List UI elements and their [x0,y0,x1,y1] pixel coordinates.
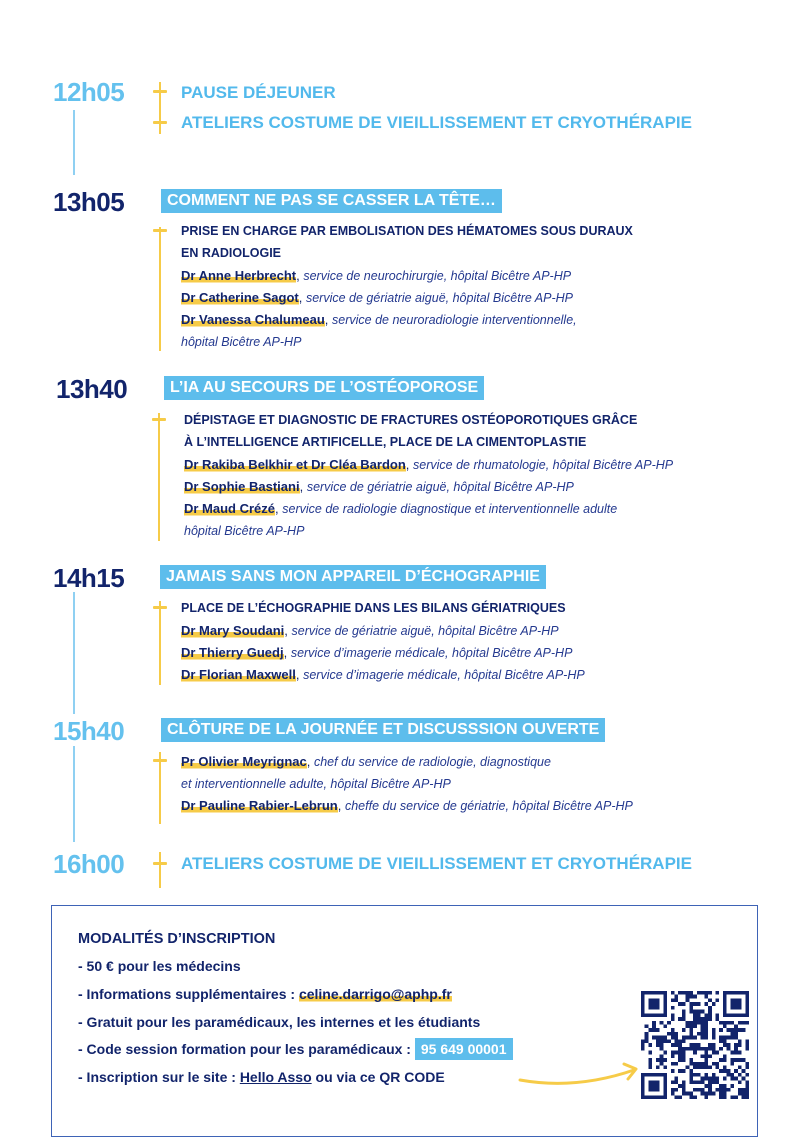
speaker-affiliation: service de neurochirurgie, hôpital Bicêtre AP-HP [303,269,572,283]
contact-email-link[interactable]: celine.darrigo@aphp.fr [298,986,452,1002]
speaker-affiliation: hôpital Bicêtre AP-HP [181,335,302,349]
speaker-name: Dr Sophie Bastiani [184,479,300,494]
qr-mention: ou via ce QR CODE [311,1069,445,1085]
speaker-line: Dr Rakiba Belkhir et Dr Cléa Bardon, service de rhumatologie, hôpital Bicêtre AP-HP [184,457,674,472]
speaker-affiliation: service de gériatrie aiguë, hôpital Bicêtre AP-HP [305,291,574,305]
timeline-tick [153,606,167,609]
speaker-line [181,331,301,353]
speaker-affiliation: service de neuroradiologie interventionnelle, [332,313,577,327]
speaker-affiliation: et interventionnelle adulte, hôpital Bicêtre AP-HP [181,777,451,791]
speaker-name: Dr Maud Crézé [184,501,276,516]
speaker-name: Dr Florian Maxwell [181,667,296,682]
speaker-name: Dr Rakiba Belkhir et Dr Cléa Bardon [184,457,406,472]
time-label: 14h15 [53,563,125,593]
timeline-tick [153,90,167,93]
speaker-affiliation: chef du service de radiologie, diagnostique [313,755,551,769]
speaker-name: Pr Olivier Meyrignac [181,754,307,769]
talk-title: EN RADIOLOGIE [181,246,282,260]
speaker-line: Dr Anne Herbrecht, service de neurochirurgie, hôpital Bicêtre AP-HP [181,268,572,283]
speaker-affiliation: service d’imagerie médicale, hôpital Bicêtre AP-HP [303,668,585,682]
session-title: ATELIERS COSTUME DE VIEILLISSEMENT ET CRYOTHÉRAPIE [181,113,692,132]
speaker-name: Dr Thierry Guedj [181,645,284,660]
speaker-line [181,773,451,795]
qr-code-icon[interactable] [641,991,749,1099]
timeline-tick [152,418,166,421]
time-label: 13h40 [56,374,128,404]
timeline-connector [159,601,161,685]
inscription-site-line [78,1067,445,1087]
talk-title: DÉPISTAGE ET DIAGNOSTIC DE FRACTURES OSTÉOPOROTIQUES GRÂCE [184,413,638,427]
session-title: ATELIERS COSTUME DE VIEILLISSEMENT ET CRYOTHÉRAPIE [181,854,692,873]
speaker-affiliation: service de rhumatologie, hôpital Bicêtre AP-HP [413,458,674,472]
speaker-affiliation: service d’imagerie médicale, hôpital Bicêtre AP-HP [290,646,573,660]
speaker-line: Dr Vanessa Chalumeau, service de neuroradiologie interventionnelle, [181,312,577,327]
time-label: 15h40 [53,716,125,746]
code-label: - Code session formation pour les paramédicaux : [78,1041,415,1057]
inscription-code-line [78,1038,513,1060]
speaker-line: Pr Olivier Meyrignac, chef du service de radiologie, diagnostique [181,754,551,769]
session-banner: CLÔTURE DE LA JOURNÉE ET DISCUSSSION OUVERTE [161,718,605,742]
timeline-tick [153,229,167,232]
speaker-line: Dr Mary Soudani, service de gériatrie aiguë, hôpital Bicêtre AP-HP [181,623,559,638]
speaker-name: Dr Vanessa Chalumeau [181,312,325,327]
info-label: - Informations supplémentaires : [78,986,299,1002]
speaker-line [184,520,304,542]
session-banner: COMMENT NE PAS SE CASSER LA TÊTE… [161,189,502,213]
inscription-price: - 50 € pour les médecins [78,958,241,974]
timeline-connector [158,413,160,541]
speaker-name: Dr Pauline Rabier-Lebrun [181,798,338,813]
time-label: 16h00 [53,849,125,879]
timeline-line [73,746,75,842]
speaker-line: Dr Catherine Sagot, service de gériatrie aiguë, hôpital Bicêtre AP-HP [181,290,574,305]
speaker-name: Dr Catherine Sagot [181,290,299,305]
curved-arrow-icon [516,1058,640,1088]
time-label: 12h05 [53,77,125,107]
talk-title: PRISE EN CHARGE PAR EMBOLISATION DES HÉMATOMES SOUS DURAUX [181,224,633,238]
time-label: 13h05 [53,187,125,217]
timeline-tick [153,862,167,865]
inscription-info-line [78,984,452,1004]
timeline-connector [159,852,161,888]
speaker-affiliation: service de radiologie diagnostique et interventionnelle adulte [282,502,618,516]
timeline-line [73,592,75,714]
timeline-line [73,110,75,175]
speaker-line: Dr Maud Crézé, service de radiologie diagnostique et interventionnelle adulte [184,501,618,516]
session-code-badge: 95 649 00001 [415,1038,513,1060]
timeline-connector [159,752,161,824]
speaker-affiliation: service de gériatrie aiguë, hôpital Bicêtre AP-HP [291,624,559,638]
speaker-affiliation: hôpital Bicêtre AP-HP [184,524,305,538]
timeline-connector [159,227,161,351]
speaker-line: Dr Thierry Guedj, service d’imagerie médicale, hôpital Bicêtre AP-HP [181,645,573,660]
timeline-tick [153,759,167,762]
speaker-name: Dr Mary Soudani [181,623,285,638]
speaker-name: Dr Anne Herbrecht [181,268,297,283]
speaker-line: Dr Florian Maxwell, service d’imagerie médicale, hôpital Bicêtre AP-HP [181,667,585,682]
talk-title: À L’INTELLIGENCE ARTIFICELLE, PLACE DE LA CIMENTOPLASTIE [184,435,587,449]
site-label: - Inscription sur le site : [78,1069,240,1085]
speaker-line: Dr Pauline Rabier-Lebrun, cheffe du service de gériatrie, hôpital Bicêtre AP-HP [181,798,633,813]
speaker-affiliation: service de gériatrie aiguë, hôpital Bicêtre AP-HP [306,480,574,494]
speaker-affiliation: cheffe du service de gériatrie, hôpital Bicêtre AP-HP [344,799,633,813]
inscription-title: MODALITÉS D’INSCRIPTION [78,931,276,947]
hello-asso-link[interactable]: Hello Asso [239,1069,312,1085]
speaker-line: Dr Sophie Bastiani, service de gériatrie aiguë, hôpital Bicêtre AP-HP [184,479,574,494]
timeline-tick [153,121,167,124]
session-banner: L’IA AU SECOURS DE L’OSTÉOPOROSE [164,376,484,400]
session-title: PAUSE DÉJEUNER [181,83,336,102]
inscription-free: - Gratuit pour les paramédicaux, les internes et les étudiants [78,1014,481,1030]
talk-title: PLACE DE L’ÉCHOGRAPHIE DANS LES BILANS GÉRIATRIQUES [181,601,566,615]
session-banner: JAMAIS SANS MON APPAREIL D’ÉCHOGRAPHIE [160,565,546,589]
